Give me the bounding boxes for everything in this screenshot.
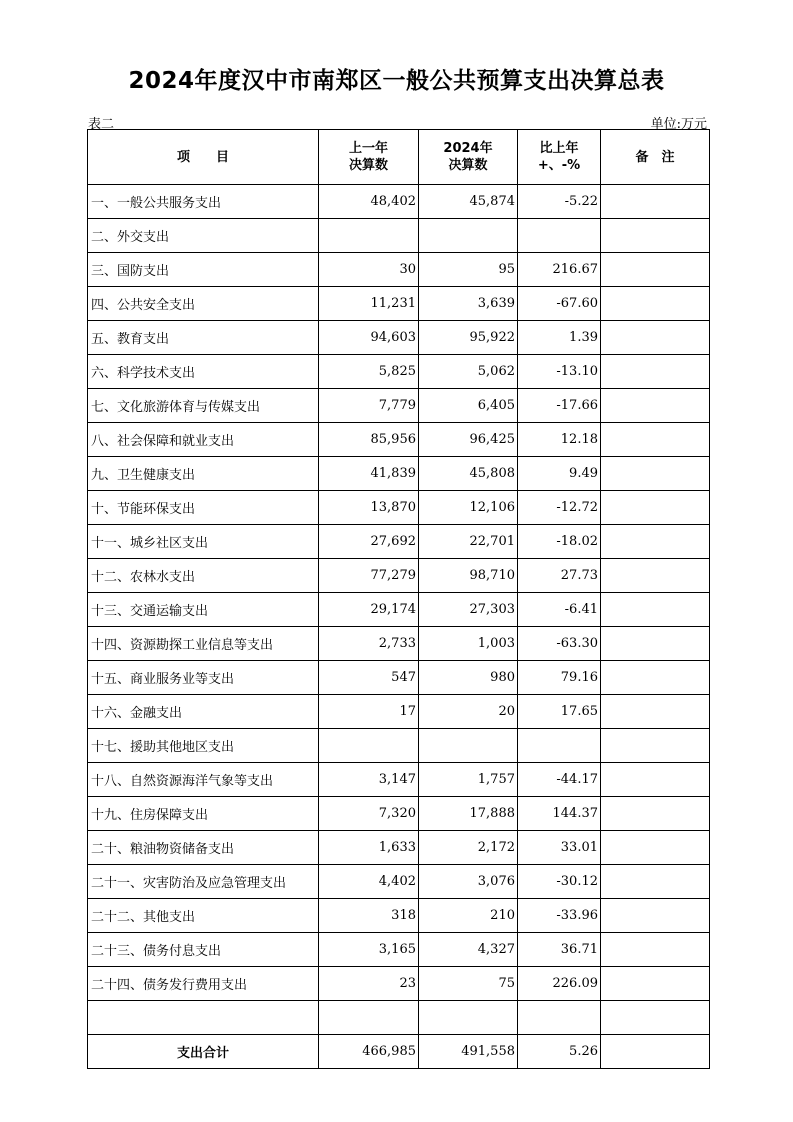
cell-note	[601, 491, 710, 525]
cell-note	[601, 423, 710, 457]
cell-prev-year: 29,174	[319, 593, 419, 627]
cell-prev-year	[319, 219, 419, 253]
header-note: 备 注	[601, 130, 710, 185]
cell-current-year: 491,558	[419, 1035, 518, 1069]
cell-item: 七、文化旅游体育与传媒支出	[88, 389, 319, 423]
table-row	[88, 355, 710, 389]
cell-ratio: -63.30	[518, 627, 601, 661]
cell-current-year: 6,405	[419, 389, 518, 423]
cell-ratio	[518, 729, 601, 763]
cell-current-year: 2,172	[419, 831, 518, 865]
cell-note	[601, 1035, 710, 1069]
cell-item: 十二、农林水支出	[88, 559, 319, 593]
cell-current-year: 20	[419, 695, 518, 729]
cell-prev-year: 41,839	[319, 457, 419, 491]
cell-current-year: 95	[419, 253, 518, 287]
table-row	[88, 831, 710, 865]
header-current-year	[419, 130, 518, 185]
cell-prev-year: 318	[319, 899, 419, 933]
cell-ratio: 5.26	[518, 1035, 601, 1069]
cell-item: 十三、交通运输支出	[88, 593, 319, 627]
cell-prev-year: 85,956	[319, 423, 419, 457]
cell-prev-year: 4,402	[319, 865, 419, 899]
cell-prev-year: 94,603	[319, 321, 419, 355]
cell-prev-year: 17	[319, 695, 419, 729]
header-curr-line1: 2024年	[443, 141, 493, 156]
cell-current-year: 210	[419, 899, 518, 933]
cell-note	[601, 219, 710, 253]
cell-item: 十六、金融支出	[88, 695, 319, 729]
table-row	[88, 899, 710, 933]
cell-item: 二十四、债务发行费用支出	[88, 967, 319, 1001]
cell-prev-year: 13,870	[319, 491, 419, 525]
cell-ratio: 216.67	[518, 253, 601, 287]
cell-item: 二十三、债务付息支出	[88, 933, 319, 967]
table-row	[88, 253, 710, 287]
cell-current-year: 5,062	[419, 355, 518, 389]
cell-item	[88, 1001, 319, 1035]
cell-item: 四、公共安全支出	[88, 287, 319, 321]
cell-item: 二十二、其他支出	[88, 899, 319, 933]
cell-ratio: 226.09	[518, 967, 601, 1001]
cell-note	[601, 899, 710, 933]
cell-note	[601, 253, 710, 287]
table-row	[88, 729, 710, 763]
cell-prev-year: 1,633	[319, 831, 419, 865]
cell-item: 三、国防支出	[88, 253, 319, 287]
cell-note	[601, 457, 710, 491]
cell-ratio: 36.71	[518, 933, 601, 967]
expenditure-table	[87, 129, 710, 1069]
cell-prev-year: 547	[319, 661, 419, 695]
cell-prev-year: 3,147	[319, 763, 419, 797]
cell-current-year: 12,106	[419, 491, 518, 525]
cell-ratio	[518, 219, 601, 253]
table-row	[88, 389, 710, 423]
cell-note	[601, 389, 710, 423]
cell-item: 十九、住房保障支出	[88, 797, 319, 831]
cell-note	[601, 729, 710, 763]
table-row	[88, 797, 710, 831]
cell-current-year: 45,874	[419, 185, 518, 219]
table-header-row	[88, 130, 710, 185]
cell-item: 五、教育支出	[88, 321, 319, 355]
cell-prev-year: 11,231	[319, 287, 419, 321]
cell-ratio: -17.66	[518, 389, 601, 423]
table-row	[88, 525, 710, 559]
cell-current-year: 1,003	[419, 627, 518, 661]
cell-item: 一、一般公共服务支出	[88, 185, 319, 219]
header-ratio-line2: +、-%	[537, 158, 581, 173]
cell-item: 十、节能环保支出	[88, 491, 319, 525]
cell-item: 十五、商业服务业等支出	[88, 661, 319, 695]
cell-ratio: -6.41	[518, 593, 601, 627]
page-title: 2024年度汉中市南郑区一般公共预算支出决算总表	[128, 68, 665, 94]
cell-current-year: 96,425	[419, 423, 518, 457]
cell-note	[601, 525, 710, 559]
cell-note	[601, 627, 710, 661]
cell-ratio: -30.12	[518, 865, 601, 899]
table-row	[88, 695, 710, 729]
cell-ratio: -13.10	[518, 355, 601, 389]
cell-prev-year: 27,692	[319, 525, 419, 559]
table-body	[88, 185, 710, 1069]
table-row	[88, 1001, 710, 1035]
cell-note	[601, 1001, 710, 1035]
cell-current-year: 98,710	[419, 559, 518, 593]
unit-label: 单位:万元	[650, 117, 707, 132]
cell-prev-year: 30	[319, 253, 419, 287]
table-row	[88, 763, 710, 797]
table-row	[88, 219, 710, 253]
cell-current-year: 3,639	[419, 287, 518, 321]
cell-prev-year: 3,165	[319, 933, 419, 967]
cell-current-year: 3,076	[419, 865, 518, 899]
cell-current-year: 980	[419, 661, 518, 695]
cell-item: 八、社会保障和就业支出	[88, 423, 319, 457]
cell-ratio: -12.72	[518, 491, 601, 525]
table-row	[88, 865, 710, 899]
cell-prev-year: 2,733	[319, 627, 419, 661]
cell-note	[601, 287, 710, 321]
total-row	[88, 1035, 710, 1069]
cell-ratio: -5.22	[518, 185, 601, 219]
cell-current-year: 22,701	[419, 525, 518, 559]
cell-current-year: 45,808	[419, 457, 518, 491]
cell-current-year	[419, 1001, 518, 1035]
cell-current-year: 17,888	[419, 797, 518, 831]
cell-note	[601, 355, 710, 389]
cell-note	[601, 321, 710, 355]
header-prev-year	[319, 130, 419, 185]
cell-prev-year: 7,779	[319, 389, 419, 423]
header-curr-line2: 决算数	[448, 158, 488, 173]
cell-item: 二十一、灾害防治及应急管理支出	[88, 865, 319, 899]
cell-ratio: 144.37	[518, 797, 601, 831]
cell-prev-year: 48,402	[319, 185, 419, 219]
cell-prev-year: 77,279	[319, 559, 419, 593]
cell-note	[601, 967, 710, 1001]
cell-item: 支出合计	[88, 1035, 319, 1069]
cell-ratio	[518, 1001, 601, 1035]
table-row	[88, 627, 710, 661]
table-label: 表二	[88, 117, 115, 132]
cell-ratio: 1.39	[518, 321, 601, 355]
cell-note	[601, 559, 710, 593]
cell-note	[601, 831, 710, 865]
cell-ratio: -33.96	[518, 899, 601, 933]
cell-current-year	[419, 219, 518, 253]
cell-item: 二、外交支出	[88, 219, 319, 253]
table-row	[88, 491, 710, 525]
cell-ratio: 33.01	[518, 831, 601, 865]
header-item: 项 目	[88, 130, 319, 185]
cell-prev-year: 5,825	[319, 355, 419, 389]
cell-prev-year: 7,320	[319, 797, 419, 831]
cell-current-year: 95,922	[419, 321, 518, 355]
cell-prev-year	[319, 1001, 419, 1035]
cell-current-year: 4,327	[419, 933, 518, 967]
table-row	[88, 967, 710, 1001]
table-row	[88, 321, 710, 355]
cell-note	[601, 185, 710, 219]
cell-ratio: -18.02	[518, 525, 601, 559]
cell-note	[601, 763, 710, 797]
cell-note	[601, 933, 710, 967]
cell-item: 六、科学技术支出	[88, 355, 319, 389]
cell-ratio: 9.49	[518, 457, 601, 491]
cell-item: 十七、援助其他地区支出	[88, 729, 319, 763]
cell-ratio: 79.16	[518, 661, 601, 695]
header-prev-line1: 上一年	[348, 141, 388, 156]
cell-current-year: 27,303	[419, 593, 518, 627]
cell-ratio: -67.60	[518, 287, 601, 321]
cell-item: 十一、城乡社区支出	[88, 525, 319, 559]
cell-ratio: 17.65	[518, 695, 601, 729]
table-row	[88, 423, 710, 457]
cell-note	[601, 695, 710, 729]
cell-current-year: 75	[419, 967, 518, 1001]
cell-note	[601, 865, 710, 899]
cell-item: 二十、粮油物资储备支出	[88, 831, 319, 865]
cell-prev-year	[319, 729, 419, 763]
table-row	[88, 661, 710, 695]
cell-ratio: 12.18	[518, 423, 601, 457]
header-ratio-line1: 比上年	[539, 141, 579, 156]
cell-current-year: 1,757	[419, 763, 518, 797]
header-ratio	[518, 130, 601, 185]
table-row	[88, 559, 710, 593]
cell-note	[601, 661, 710, 695]
table-row	[88, 287, 710, 321]
cell-ratio: -44.17	[518, 763, 601, 797]
table-row	[88, 593, 710, 627]
cell-item: 十四、资源勘探工业信息等支出	[88, 627, 319, 661]
header-prev-line2: 决算数	[348, 158, 388, 173]
table-row	[88, 933, 710, 967]
cell-ratio: 27.73	[518, 559, 601, 593]
table-row	[88, 457, 710, 491]
cell-prev-year: 466,985	[319, 1035, 419, 1069]
cell-note	[601, 593, 710, 627]
cell-item: 九、卫生健康支出	[88, 457, 319, 491]
cell-current-year	[419, 729, 518, 763]
table-row	[88, 185, 710, 219]
cell-note	[601, 797, 710, 831]
cell-prev-year: 23	[319, 967, 419, 1001]
cell-item: 十八、自然资源海洋气象等支出	[88, 763, 319, 797]
